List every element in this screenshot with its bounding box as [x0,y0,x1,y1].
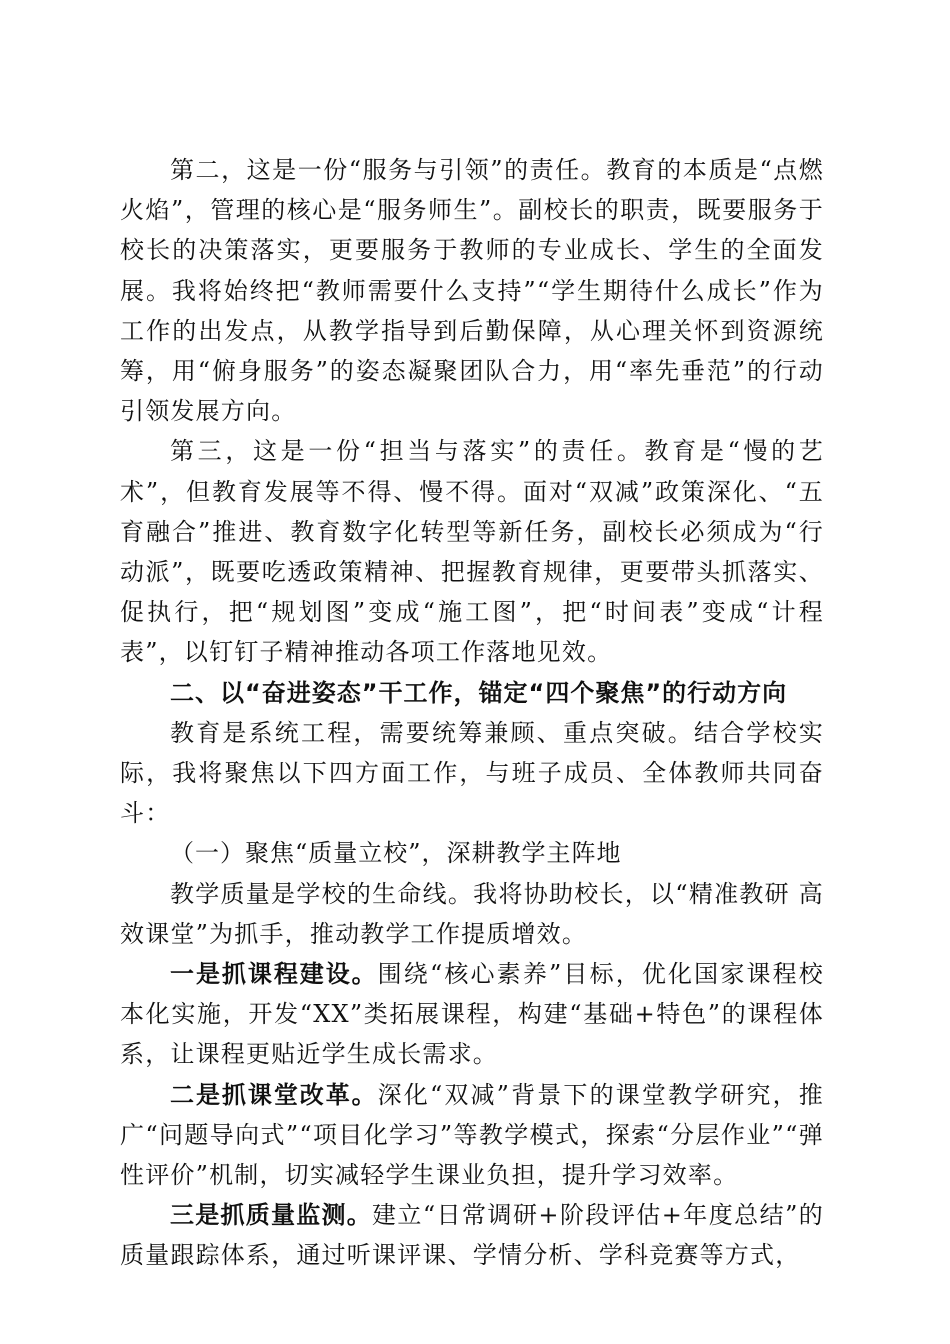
list-item-lead: 一是抓课程建设。 [170,960,378,989]
list-item-classroom-reform [120,1075,824,1196]
list-item-lead: 二是抓课堂改革。 [170,1080,378,1109]
paragraph-responsibility-implementation: 第三，这是一份“担当与落实”的责任。教育是“慢的艺术”，但教育发展等不得、慢不得。面对“双减”政策深化、“五育融合”推进、教育数字化转型等新任务，副校长必须成为“行动派”，既要吃透政策精神、把握教育规律，更要带头抓落实、促执行，把“规划图”变成“施工图”，把“时间表”变成“计程表”，以钉钉子精神推动各项工作落地见效。 [120,437,824,667]
list-item-quality-monitoring [120,1195,824,1275]
list-item-text: 深化“双减”背景下的课堂教学研究，推广“问题导向式”“项目化学习”等教学模式，探索“分层作业”“弹性评价”机制，切实减轻学生课业负担，提升学习效率。 [120,1080,825,1190]
list-item-curriculum [120,954,824,1075]
list-item-text: 建立“日常调研+阶段评估+年度总结”的质量跟踪体系，通过听课评课、学情分析、学科竞赛等方式， [120,1201,824,1270]
paragraph-teaching-quality: 教学质量是学校的生命线。我将协助校长，以“精准教研 高效课堂”为抓手，推动教学工作提质增效。 [120,879,824,948]
paragraph-service-leadership: 第二，这是一份“服务与引领”的责任。教育的本质是“点燃火焰”，管理的核心是“服务师生”。副校长的职责，既要服务于校长的决策落实，更要服务于教师的专业成长、学生的全面发展。我将始终把“教师需要什么支持”“学生期待什么成长”作为工作的出发点，从教学指导到后勤保障，从心理关怀到资源统筹，用“俯身服务”的姿态凝聚团队合力，用“率先垂范”的行动引领发展方向。 [120,156,824,426]
subsection-heading-1: （一）聚焦“质量立校”，深耕教学主阵地 [170,839,622,868]
paragraph-system-engineering: 教育是系统工程，需要统筹兼顾、重点突破。结合学校实际，我将聚焦以下四方面工作，与班子成员、全体教师共同奋斗： [120,718,824,828]
document-page [120,150,824,1276]
list-item-text: 围绕“核心素养”目标，优化国家课程校本化实施，开发“XX”类拓展课程，构建“基础+特色”的课程体系，让课程更贴近学生成长需求。 [120,960,825,1069]
section-heading-2: 二、以“奋进姿态”干工作，锚定“四个聚焦”的行动方向 [170,678,788,707]
list-item-lead: 三是抓质量监测。 [170,1201,372,1230]
